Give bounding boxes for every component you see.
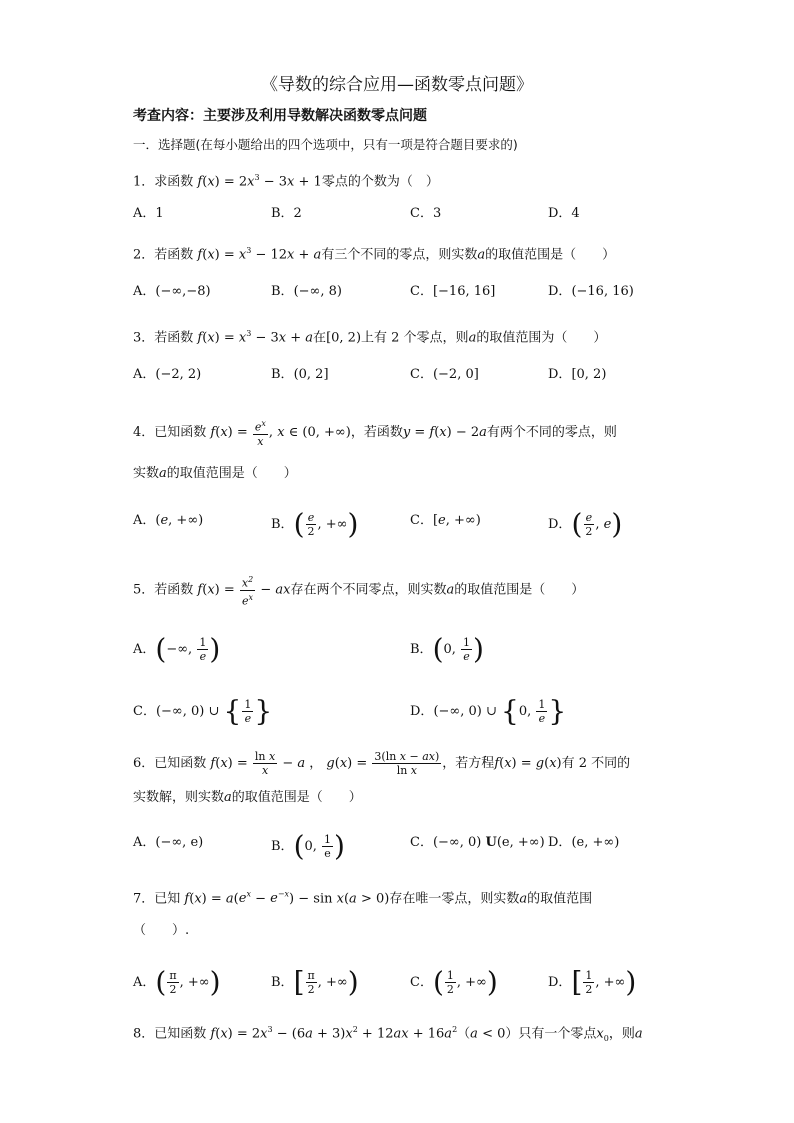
q1-option-d: D．4 — [548, 206, 580, 221]
content-heading: 考查内容：主要涉及利用导数解决函数零点问题 — [133, 108, 427, 124]
q7-option-a: A．( $\frac{\pi}{2}$ , +∞) — [133, 965, 221, 999]
page-title: 《导数的综合应用—函数零点问题》 — [261, 75, 533, 95]
q2-option-d: D．(−16, 16) — [548, 284, 634, 299]
question-8: 8．已知函数 $f(x) = 2x^3 - (6a + 3)x^2 + 12ax + 16a^2(a < 0)$只有一个零点$x_0$，则a — [133, 1025, 643, 1043]
q7-option-d: D．[ $\frac{1}{2}$ , +∞) — [548, 965, 637, 999]
question-4-line2: 实数a的取值范围是（ ） — [133, 466, 297, 481]
q7-option-c: C．( $\frac{1}{2}$ , +∞) — [410, 965, 498, 999]
q2-option-c: C．[−16, 16] — [410, 284, 496, 299]
question-6: 6．已知函数 f(x) = $\frac{\text{ln x}}{x}$ − a ， g(x) = $\frac{\text{3(ln x − ax)}}{\text{ln x}}$ ，若方程f(x) = g(x)有 2 不同的 — [133, 750, 631, 777]
question-7-line2: （ ）. — [133, 923, 190, 938]
q4-option-a: A．(e, +∞) — [133, 513, 204, 528]
q1-option-b: B．2 — [271, 206, 302, 221]
q5-option-a: A．(−∞, $\frac{1}{e}$ ) — [133, 632, 221, 666]
q4-option-b: B．( $\frac{e}{2}$ , +∞) — [271, 507, 359, 541]
q5-option-d: D．(−∞, 0) ∪ {0, $\frac{1}{e}$ } — [410, 694, 567, 728]
q6-option-a: A．(−∞, e) — [133, 835, 204, 850]
q6-option-b: B．(0, $\frac{1}{e}$ ) — [271, 829, 345, 863]
q4-option-c: C．[e, +∞) — [410, 513, 481, 528]
q2-option-a: A．(−∞,−8) — [133, 284, 211, 299]
q3-option-d: D．[0, 2) — [548, 367, 607, 382]
q3-option-a: A．(−2, 2) — [133, 367, 202, 382]
q7-option-b: B．[ $\frac{\pi}{2}$ , +∞) — [271, 965, 359, 999]
question-4: 4．已知函数 f(x) = $\frac{e^x}{x}$ , x ∈ (0, +∞)，若函数y = f(x) − 2a有两个不同的零点，则 — [133, 419, 617, 448]
q4-option-d: D．( $\frac{e}{2}$ , e) — [548, 507, 623, 541]
q1-option-c: C．3 — [410, 206, 442, 221]
section-heading: 一．选择题(在每小题给出的四个选项中，只有一项是符合题目要求的) — [133, 137, 518, 152]
question-1: 1．求函数 $f(x) = 2x^3 - 3x + 1$零点的个数为（ ） — [133, 173, 439, 190]
q5-option-b: B．(0, $\frac{1}{e}$ ) — [410, 632, 484, 666]
q5-option-c: C．(−∞, 0) ∪ { $\frac{1}{e}$ } — [133, 694, 273, 728]
question-5: 5．若函数 f(x) = $\frac{x^2}{e^x}$ − ax存在两个不同零点，则实数a的取值范围是（ ） — [133, 575, 585, 608]
question-3: 3．若函数 $f(x) = x^3 - 3x + a$在[0, 2)上有 2 个零点，则a的取值范围为（ ） — [133, 329, 607, 346]
q1-option-a: A．1 — [133, 206, 164, 221]
q3-option-b: B．(0, 2] — [271, 367, 329, 382]
q6-option-c: C．(−∞, 0) U(e, +∞) — [410, 835, 545, 850]
question-6-line2: 实数解，则实数a的取值范围是（ ） — [133, 790, 362, 805]
q3-option-c: C．(−2, 0] — [410, 367, 479, 382]
question-2: 2．若函数 $f(x) = x^3 - 12x + a$有三个不同的零点，则实数a的取值范围是（ ） — [133, 246, 616, 263]
q6-option-d: D．(e, +∞) — [548, 835, 620, 850]
question-7: 7．已知 $f(x) = a(e^x - e^{-x}) - \sin x(a > 0)$存在唯一零点，则实数a的取值范围 — [133, 890, 593, 907]
q2-option-b: B．(−∞, 8) — [271, 284, 342, 299]
